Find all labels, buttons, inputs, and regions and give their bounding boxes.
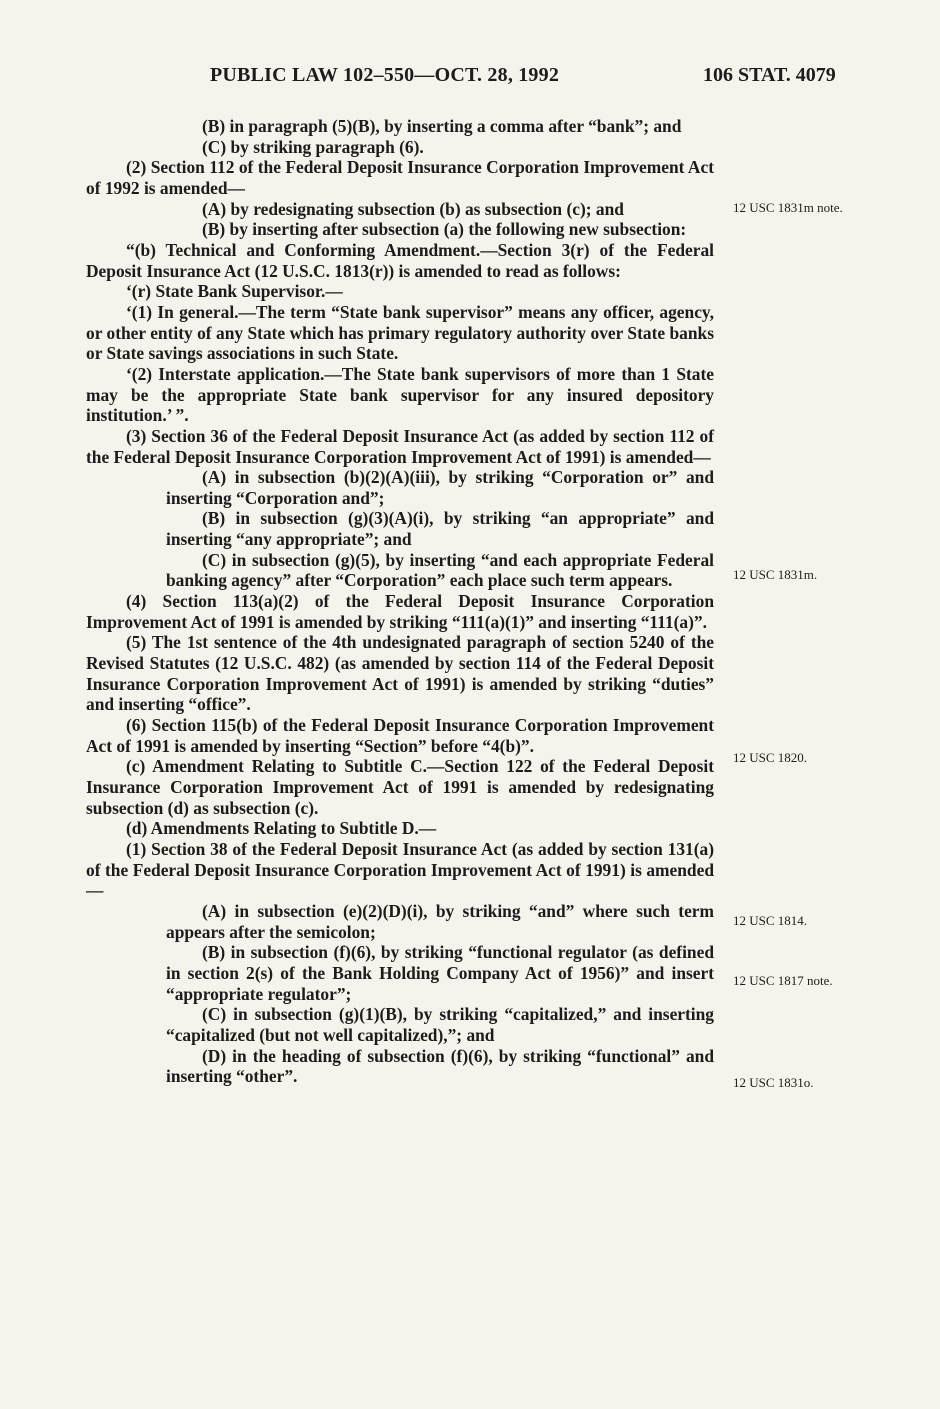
paragraph: (C) in subsection (g)(5), by inserting “and each appropriate Federal banking agency” after “Corporation” each place such term appears. — [166, 549, 714, 591]
paragraph: (A) by redesignating subsection (b) as subsection (c); and — [202, 198, 624, 219]
paragraph: ‘(r) State Bank Supervisor.— — [126, 281, 343, 302]
paragraph: (1) Section 38 of the Federal Deposit Insurance Act (as added by section 131(a) of the Federal Deposit Insurance Corporation Improvement Act of 1991) is amended— — [86, 838, 714, 901]
margin-note: 12 USC 1814. — [733, 913, 808, 928]
paragraph: (A) in subsection (b)(2)(A)(iii), by striking “Corporation or” and inserting “Corporation and”; — [166, 467, 714, 508]
paragraph: “(b) Technical and Conforming Amendment.—Section 3(r) of the Federal Deposit Insurance Act (12 U.S.C. 1813(r)) is amended to read as follows: — [86, 239, 714, 281]
paragraph: (D) in the heading of subsection (f)(6), by striking “functional” and inserting “other”. — [166, 1045, 714, 1087]
paragraph: ‘(2) Interstate application.—The State bank supervisors of more than 1 State may be the appropriate State bank supervisor for any insured depository institution.’ ”. — [86, 363, 714, 426]
paragraph: (C) in subsection (g)(1)(B), by striking “capitalized,” and inserting “capitalized (but not well capitalized),”; and — [166, 1004, 714, 1045]
paragraph: (B) in subsection (f)(6), by striking “functional regulator (as defined in section 2(s) of the Bank Holding Company Act of 1956)” and insert “appropriate regulator”; — [166, 942, 714, 1004]
paragraph: (3) Section 36 of the Federal Deposit Insurance Act (as added by section 112 of the Federal Deposit Insurance Corporation Improvement Act of 1991) is amended— — [86, 425, 714, 467]
header-title: PUBLIC LAW 102–550—OCT. 28, 1992 — [210, 64, 560, 86]
paragraph: (5) The 1st sentence of the 4th undesignated paragraph of section 5240 of the Revised Statutes (12 U.S.C. 482) (as amended by section 114 of the Federal Deposit Insurance Corporation Improvement Act of 1991) is amended by striking “duties” and inserting “office”. — [86, 632, 714, 715]
paragraph: (2) Section 112 of the Federal Deposit Insurance Corporation Improvement Act of 1992 is amended— — [86, 157, 714, 198]
paragraph: (c) Amendment Relating to Subtitle C.—Section 122 of the Federal Deposit Insurance Corporation Improvement Act of 1991 is amended by redesignating subsection (d) as subsection (c). — [86, 756, 714, 818]
paragraph: (B) in paragraph (5)(B), by inserting a comma after “bank”; and — [202, 116, 682, 136]
paragraph: (A) in subsection (e)(2)(D)(i), by striking “and” where such term appears after the semicolon; — [166, 900, 714, 942]
margin-note: 12 USC 1820. — [733, 750, 808, 765]
paragraph: (6) Section 115(b) of the Federal Deposit Insurance Corporation Improvement Act of 1991 is amended by inserting “Section” before “4(b)”. — [86, 715, 714, 756]
paragraph: (4) Section 113(a)(2) of the Federal Deposit Insurance Corporation Improvement Act of 1991 is amended by striking “111(a)(1)” and inserting “111(a)”. — [86, 591, 714, 632]
paragraph: (d) Amendments Relating to Subtitle D.— — [126, 818, 437, 839]
paragraph: ‘(1) In general.—The term “State bank supervisor” means any officer, agency, or other entity of any State which has primary regulatory authority over State banks or State savings associations in such State. — [86, 301, 714, 364]
margin-note: 12 USC 1817 note. — [733, 973, 833, 988]
paragraph: (B) by inserting after subsection (a) the following new subsection: — [202, 219, 687, 240]
paragraph: (B) in subsection (g)(3)(A)(i), by striking “an appropriate” and inserting “any appropriate”; and — [166, 508, 714, 550]
header-stat-reference: 106 STAT. 4079 — [703, 64, 836, 86]
margin-note: 12 USC 1831m. — [733, 567, 818, 582]
body-text — [86, 116, 714, 1087]
paragraph: (C) by striking paragraph (6). — [202, 136, 424, 157]
margin-note: 12 USC 1831o. — [733, 1075, 814, 1090]
margin-note: 12 USC 1831m note. — [733, 200, 843, 215]
